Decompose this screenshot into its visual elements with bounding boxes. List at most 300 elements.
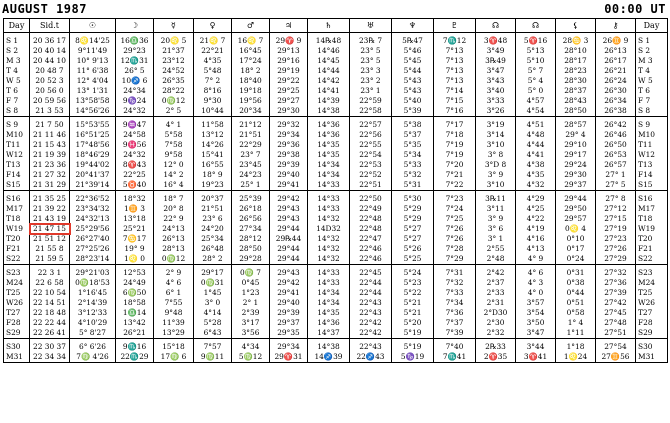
day-cell: T11 <box>636 140 668 150</box>
data-cell: 27°29 <box>596 254 636 265</box>
data-cell: 4°32 <box>516 180 556 191</box>
data-cell: 4°16 <box>516 234 556 244</box>
day-cell: W12 <box>636 150 668 160</box>
data-cell: 4° 3 <box>516 278 556 288</box>
data-cell: 20°34 <box>232 106 270 117</box>
data-cell: 23° 5 <box>350 46 392 56</box>
day-cell: W 5 <box>636 76 668 86</box>
data-cell: 25° 1 <box>232 180 270 191</box>
data-cell: 23° 1 <box>350 86 392 96</box>
data-cell: 18°58 <box>116 298 154 308</box>
data-cell: 14°37 <box>308 328 350 339</box>
data-cell: 4°22 <box>516 214 556 224</box>
data-cell: 29♈ 9 <box>270 33 308 47</box>
data-cell: 4°19 <box>516 224 556 234</box>
data-cell: 29°44 <box>270 224 308 234</box>
data-cell: 1♌ 0 <box>116 254 154 265</box>
data-cell: 16♌ 7 <box>232 33 270 47</box>
data-cell: 6°43 <box>194 328 232 339</box>
data-cell: 4°10'29 <box>70 318 116 328</box>
data-cell: 26°56 <box>232 214 270 224</box>
data-cell: 29°37 <box>556 180 596 191</box>
data-cell: 16°45 <box>232 46 270 56</box>
data-cell: 29°34 <box>270 339 308 353</box>
data-cell: 12♏31 <box>116 56 154 66</box>
data-cell: 19°23 <box>194 180 232 191</box>
day-cell: F 7 <box>4 96 30 106</box>
data-cell: 25°39 <box>232 191 270 205</box>
data-cell: 4°35 <box>194 56 232 66</box>
data-cell: 5°13 <box>516 46 556 56</box>
data-cell: 11°58 <box>194 117 232 131</box>
data-cell: 22°44 <box>350 278 392 288</box>
data-cell: 5°34 <box>392 150 434 160</box>
data-cell: 5°23 <box>392 278 434 288</box>
day-cell: W19 <box>636 224 668 234</box>
data-cell: 14°36 <box>308 318 350 328</box>
data-cell: 12° 0 <box>154 160 194 170</box>
data-cell: 26°57 <box>596 160 636 170</box>
data-cell: 14°32 <box>308 214 350 224</box>
data-cell: 4° 6 <box>516 265 556 279</box>
data-cell: 3°12'33 <box>70 308 116 318</box>
day-cell: T25 <box>636 288 668 298</box>
data-cell: 5°31 <box>392 180 434 191</box>
data-cell: 21°51 <box>194 204 232 214</box>
data-cell: 3♈41 <box>516 352 556 363</box>
data-cell: 5°29 <box>392 214 434 224</box>
data-cell: 26°27'40 <box>70 234 116 244</box>
data-cell: 21 19 39 <box>30 150 70 160</box>
data-cell: 5°58 <box>154 130 194 140</box>
data-cell: 26°13 <box>596 46 636 56</box>
data-cell: 13°12 <box>194 130 232 140</box>
data-cell: 3♈48 <box>476 33 516 47</box>
data-cell: 21 59 5 <box>30 254 70 265</box>
data-cell: 22°54 <box>350 150 392 160</box>
data-cell: 3°10 <box>476 180 516 191</box>
day-cell: S23 <box>636 265 668 279</box>
data-cell: 13°42 <box>116 318 154 328</box>
data-cell: 7°14 <box>434 86 476 96</box>
data-cell: 3°44 <box>516 339 556 353</box>
data-cell: 5°29 <box>392 204 434 214</box>
data-cell: 5°43 <box>392 76 434 86</box>
data-cell: 22°36'52 <box>70 191 116 205</box>
data-cell: 5°37 <box>392 130 434 140</box>
data-cell: 7°55 <box>154 298 194 308</box>
table-row <box>4 66 668 76</box>
data-cell: 3° 8 <box>476 150 516 160</box>
data-cell: 7♋17 <box>116 234 154 244</box>
data-cell: 27°36 <box>596 278 636 288</box>
data-cell: 29°28 <box>232 254 270 265</box>
data-cell: 7°36 <box>434 308 476 318</box>
data-cell: 22°47 <box>350 234 392 244</box>
data-cell: 20 36 17 <box>30 33 70 47</box>
data-cell: 14°39 <box>308 96 350 106</box>
data-cell: 25°21 <box>116 224 154 234</box>
data-cell: 28°13 <box>154 244 194 254</box>
data-cell: 18° 9 <box>194 170 232 180</box>
data-cell: 7°34 <box>434 298 476 308</box>
data-cell: 24°52 <box>154 66 194 76</box>
day-cell: W19 <box>4 224 30 234</box>
data-cell: 22°53 <box>350 160 392 170</box>
data-cell: 14°42 <box>308 76 350 86</box>
data-cell: 21°51 <box>232 130 270 140</box>
data-cell: 25°34 <box>194 234 232 244</box>
data-cell: 29°25 <box>270 86 308 96</box>
data-cell: 5♉40 <box>116 180 154 191</box>
data-cell: 27°19 <box>596 224 636 234</box>
data-cell: 13°58'58 <box>70 96 116 106</box>
data-cell: 13°29 <box>154 328 194 339</box>
data-cell: 29°43 <box>270 265 308 279</box>
day-cell: S22 <box>636 254 668 265</box>
data-cell: 26°35 <box>154 76 194 86</box>
data-cell: 22♐43 <box>350 352 392 363</box>
data-cell: 5°24 <box>392 265 434 279</box>
table-row <box>4 278 668 288</box>
data-cell: 4° 9 <box>516 254 556 265</box>
data-cell: 6° 6'26 <box>70 339 116 353</box>
data-cell: 29°24 <box>556 160 596 170</box>
data-cell: 1♌24 <box>556 352 596 363</box>
data-cell: 27°48 <box>596 318 636 328</box>
data-cell: 3℞11 <box>476 191 516 205</box>
data-cell: 22°57 <box>350 117 392 131</box>
data-cell: 5℞47 <box>392 33 434 47</box>
day-cell: S 9 <box>636 117 668 131</box>
data-cell: 26°30 <box>596 86 636 96</box>
data-cell: 26°17 <box>596 56 636 66</box>
data-cell: 20 59 56 <box>30 96 70 106</box>
day-cell: S30 <box>4 339 30 353</box>
data-cell: 7♍ 4'26 <box>70 352 116 363</box>
data-cell: 7°19 <box>434 140 476 150</box>
data-cell: 28°23'14 <box>70 254 116 265</box>
data-cell: 26♊ 9 <box>596 33 636 47</box>
data-cell: 29°57 <box>556 214 596 224</box>
data-cell: 22 18 48 <box>30 308 70 318</box>
data-cell: 2°14'39 <box>70 298 116 308</box>
data-cell: 9°30 <box>194 96 232 106</box>
data-cell: 5° 0 <box>516 86 556 96</box>
data-cell: 22°43 <box>350 298 392 308</box>
data-cell: 29°17 <box>556 150 596 160</box>
data-cell: 12°53 <box>116 265 154 279</box>
table-row <box>4 204 668 214</box>
column-header: Day <box>4 19 30 33</box>
day-cell: S15 <box>4 180 30 191</box>
data-cell: 10° 9'13 <box>70 56 116 66</box>
data-cell: 7°37 <box>434 318 476 328</box>
data-cell: 3°10 <box>476 140 516 150</box>
data-cell: 14°38 <box>308 339 350 353</box>
data-cell: 28°50 <box>556 106 596 117</box>
data-cell: 21 31 29 <box>30 180 70 191</box>
data-cell: 5°22 <box>392 288 434 298</box>
data-cell: 7°39 <box>434 328 476 339</box>
data-cell: 21 11 46 <box>30 130 70 140</box>
column-header: ♂ <box>232 19 270 33</box>
table-row <box>4 150 668 160</box>
table-row <box>4 339 668 353</box>
data-cell: 5°46 <box>392 46 434 56</box>
day-cell: T 4 <box>4 66 30 76</box>
data-cell: 24°20 <box>194 224 232 234</box>
data-cell: 22°44 <box>350 288 392 298</box>
day-cell: S 1 <box>636 33 668 47</box>
data-cell: 22°59 <box>350 96 392 106</box>
data-cell: 29°39 <box>270 160 308 170</box>
day-cell: S 1 <box>4 33 30 47</box>
data-cell: 26°13 <box>154 234 194 244</box>
data-cell: 22°48 <box>350 214 392 224</box>
data-cell: 29°40 <box>270 170 308 180</box>
data-cell: 27°12 <box>596 204 636 214</box>
data-cell: 22°25 <box>116 170 154 180</box>
data-cell: 4°57 <box>516 96 556 106</box>
data-cell: 4°14 <box>194 308 232 318</box>
column-header: ☉ <box>70 19 116 33</box>
data-cell: 7°21 <box>434 170 476 180</box>
data-cell: 29°50 <box>556 204 596 214</box>
data-cell: 7°13 <box>434 76 476 86</box>
table-row <box>4 180 668 191</box>
data-cell: 29°41 <box>270 288 308 298</box>
data-cell: 20°41'37 <box>70 170 116 180</box>
data-cell: 14°35 <box>308 308 350 318</box>
table-body <box>4 33 668 363</box>
data-cell: 3°19 <box>476 117 516 131</box>
data-cell: 23° 3 <box>350 66 392 76</box>
data-cell: 24°34 <box>116 86 154 96</box>
data-cell: 5°27 <box>392 224 434 234</box>
data-cell: 29°16 <box>270 56 308 66</box>
data-cell: 27°25'26 <box>70 244 116 254</box>
data-cell: 7°23 <box>434 191 476 205</box>
data-cell: 7°24 <box>434 204 476 214</box>
table-row <box>4 352 668 363</box>
data-cell: 13°18 <box>116 214 154 224</box>
day-cell: S 9 <box>4 117 30 131</box>
data-cell: 24°58 <box>116 130 154 140</box>
day-cell: S 8 <box>636 106 668 117</box>
data-cell: 29°43 <box>270 214 308 224</box>
day-cell: F28 <box>636 318 668 328</box>
column-header: ♅ <box>350 19 392 33</box>
data-cell: 2° 1 <box>232 298 270 308</box>
data-cell: 22 10 54 <box>30 288 70 298</box>
data-cell: 22 3 1 <box>30 265 70 279</box>
data-cell: 15°18 <box>154 339 194 353</box>
data-cell: 7°28 <box>434 244 476 254</box>
day-cell: M24 <box>636 278 668 288</box>
data-cell: 3°49 <box>476 46 516 56</box>
data-cell: 2℞33 <box>476 339 516 353</box>
data-cell: 14°35 <box>308 150 350 160</box>
table-row <box>4 288 668 298</box>
data-cell: 7°57 <box>194 339 232 353</box>
column-header: ☊ <box>516 19 556 33</box>
column-header: ⚷ <box>596 19 636 33</box>
day-cell: T13 <box>4 160 30 170</box>
data-cell: 0°58 <box>556 308 596 318</box>
data-cell: 18°32 <box>116 191 154 205</box>
day-cell: M17 <box>636 204 668 214</box>
data-cell: 22 30 37 <box>30 339 70 353</box>
data-cell: 5°32 <box>392 170 434 180</box>
data-cell: 3°56 <box>232 328 270 339</box>
table-row <box>4 244 668 254</box>
data-cell: 2° 5 <box>154 106 194 117</box>
day-cell: S29 <box>636 328 668 339</box>
data-cell: 5° 7 <box>516 66 556 76</box>
day-cell: S15 <box>636 180 668 191</box>
data-cell: 10♐ 6 <box>116 76 154 86</box>
data-cell: 29°17 <box>194 265 232 279</box>
data-cell: 20 56 0 <box>30 86 70 96</box>
data-cell: 1°11 <box>556 328 596 339</box>
day-cell: W26 <box>4 298 30 308</box>
data-cell: 7°33 <box>434 288 476 298</box>
data-cell: 7°20 <box>434 160 476 170</box>
data-cell: 14°36 <box>308 130 350 140</box>
data-cell: 4°41 <box>516 150 556 160</box>
data-cell: 28°57 <box>556 117 596 131</box>
data-cell: 29°42 <box>270 278 308 288</box>
table-row <box>4 130 668 140</box>
data-cell: 2°D30 <box>476 308 516 318</box>
data-cell: 16°55 <box>194 160 232 170</box>
data-cell: 3° 1 <box>476 234 516 244</box>
data-cell: 5°35 <box>392 140 434 150</box>
data-cell: 5°20 <box>392 318 434 328</box>
data-cell: 22°42 <box>350 318 392 328</box>
data-cell: 26°50 <box>596 140 636 150</box>
data-cell: 19° 9 <box>116 244 154 254</box>
day-cell: M 3 <box>4 56 30 66</box>
data-cell: 4°13 <box>516 244 556 254</box>
table-row <box>4 214 668 224</box>
data-cell: 5°28 <box>194 318 232 328</box>
data-cell: 26°38 <box>596 106 636 117</box>
data-cell: 3°11 <box>476 204 516 214</box>
data-cell: 3°43 <box>476 76 516 86</box>
data-cell: 2° 9 <box>154 265 194 279</box>
data-cell: 5° 8'27 <box>70 328 116 339</box>
data-cell: 1°16'45 <box>70 288 116 298</box>
data-cell: 4° 1 <box>154 117 194 131</box>
day-cell: T 6 <box>636 86 668 96</box>
data-cell: 29°23 <box>116 46 154 56</box>
data-cell: 5♍12 <box>232 352 270 363</box>
table-row <box>4 308 668 318</box>
data-cell: 5°10 <box>516 56 556 66</box>
data-cell: 24°32'13 <box>70 214 116 224</box>
data-cell: 0°45 <box>232 278 270 288</box>
data-cell: 22°21 <box>194 46 232 56</box>
data-cell: 17♍ 6 <box>154 352 194 363</box>
table-row <box>4 140 668 150</box>
data-cell: 2°39 <box>232 308 270 318</box>
ephemeris-table <box>3 18 668 363</box>
data-cell: 18°40 <box>232 76 270 86</box>
data-cell: 27°54 <box>596 339 636 353</box>
day-cell: F 7 <box>636 96 668 106</box>
data-cell: 7°18 <box>434 130 476 140</box>
data-cell: 14°35 <box>308 140 350 150</box>
data-cell: 22° 9 <box>154 214 194 224</box>
column-header: ⚸ <box>556 19 596 33</box>
data-cell: 16°51'25 <box>70 130 116 140</box>
data-cell: 27° 5 <box>596 180 636 191</box>
data-cell: 21 35 25 <box>30 191 70 205</box>
data-cell: 29°38 <box>270 150 308 160</box>
data-cell: 5°39 <box>392 106 434 117</box>
data-cell: 3°47 <box>476 66 516 76</box>
data-cell: 14°33 <box>308 191 350 205</box>
data-cell: 9♍11 <box>194 352 232 363</box>
day-cell: S29 <box>4 328 30 339</box>
data-cell: 14° 2 <box>154 170 194 180</box>
data-cell: 22°43 <box>350 308 392 318</box>
data-cell: 1°18 <box>556 339 596 353</box>
data-cell: 14°33 <box>308 204 350 214</box>
data-cell: 29°32 <box>270 117 308 131</box>
data-cell: 12° 4'04 <box>70 76 116 86</box>
data-cell: 14°32 <box>308 244 350 254</box>
data-cell: 22°42 <box>350 328 392 339</box>
data-cell: 7°40 <box>434 339 476 353</box>
data-cell: 0°44 <box>556 288 596 298</box>
data-cell: 28°43 <box>556 96 596 106</box>
data-cell: 29°13 <box>270 46 308 56</box>
data-cell: 22°52 <box>350 170 392 180</box>
data-cell: 22°29 <box>232 140 270 150</box>
data-cell: 22°51 <box>350 180 392 191</box>
data-cell: 20° 8 <box>154 204 194 214</box>
data-cell: 0♍12 <box>154 96 194 106</box>
column-header: Sid.t <box>30 19 70 33</box>
data-cell: 7°25 <box>434 214 476 224</box>
data-cell: 5° 4 <box>516 76 556 86</box>
data-cell: 5°27 <box>392 234 434 244</box>
data-cell: 29°34 <box>270 130 308 140</box>
data-cell: 22°48 <box>350 224 392 234</box>
data-cell: 19°44'02 <box>70 160 116 170</box>
data-cell: 2°30 <box>476 318 516 328</box>
data-cell: 27°39 <box>596 288 636 298</box>
data-cell: 2°42 <box>476 265 516 279</box>
data-cell: 5°21 <box>392 298 434 308</box>
table-row <box>4 86 668 96</box>
table-row <box>4 318 668 328</box>
day-cell: M10 <box>4 130 30 140</box>
table-row <box>4 170 668 180</box>
data-cell: 27°23 <box>596 234 636 244</box>
data-cell: 14°46 <box>308 46 350 56</box>
day-cell: M17 <box>4 204 30 214</box>
page-header <box>0 0 670 20</box>
data-cell: 0°17 <box>556 244 596 254</box>
data-cell: 28♋ 3 <box>556 33 596 47</box>
data-cell: 3°54 <box>516 308 556 318</box>
data-cell: 5°21 <box>392 308 434 318</box>
data-cell: 26°42 <box>596 117 636 131</box>
